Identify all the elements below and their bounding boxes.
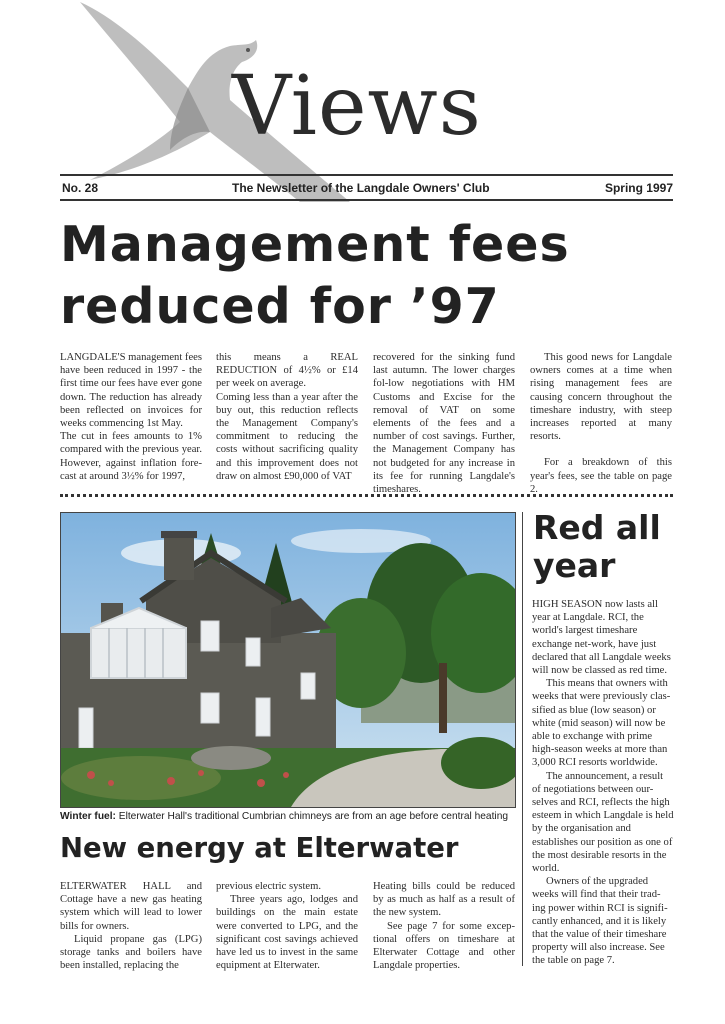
paragraph: Owners of the upgraded weeks will find that their trad-ing power within RCI is signifi-cantly enhanced, and it is likely that the value of their timeshare property will also increase. See the table on page 7. [532,876,668,967]
photo-caption [60,810,520,824]
paragraph: This means that owners with weeks that were previously clas-sified as blue (low season) or white (mid season) will now be able to exchange with prime high-season weeks at more than 3,000 RCI resorts worldwide. [532,678,671,769]
column-divider [522,512,523,966]
paragraph: This good news for Langdale owners comes at a time when rising management fees are causing concern throughout the timeshare industry, with steep increases reported at many resorts. [530,352,672,443]
paragraph: Heating bills could be reduced by as much as half as a result of the new system. [373,881,515,919]
paragraph: recovered for the sinking fund last autumn. The lower charges fol-low negotiations with HM Customs and Excise for the removal of VAT on some elements of the fees and a number of cost savings. Further, the Management Company has not budgeted for any increase in its fee for running Langdale's timeshares. [373,352,515,496]
sidebar-headline: Red all year [533,508,661,585]
paragraph: LANGDALE'S management fees have been reduced in 1997 - the first time our fees have ever gone down. The reduction has already been reflected on invoices for weeks commencing 1st May. [60,352,202,430]
paragraph: See page 7 for some excep-tional offers on timeshare at Elterwater Cottage and other Langdale properties. [373,920,515,972]
paragraph: ELTERWATER HALL and Cottage have a new gas heating system which will lead to lower bills for owners. [60,881,202,932]
paragraph: Coming less than a year after the buy out, this reduction reflects the Management Company's commitment to reducing the costs without sacrificing quality and this improvement does not draw on almost £90,000 of VAT [216,391,358,482]
paragraph: previous electric system. [216,881,322,892]
paragraph: Liquid propane gas (LPG) storage tanks and boilers have been installed, replacing the [60,933,202,972]
lead-article-column-2 [216,351,358,483]
lead-article-column-1 [60,351,202,483]
newsletter-tagline: The Newsletter of the Langdale Owners' Club [232,181,490,195]
masthead-rule-bottom [60,199,673,201]
second-article-column-1 [60,880,202,972]
paragraph: For a breakdown of this year's fees, see the table on page 2. [530,457,672,495]
caption-text: Elterwater Hall's traditional Cumbrian chimneys are from an age before central heating [115,811,509,822]
sidebar-article-body [532,598,674,968]
paragraph: HIGH SEASON now lasts all year at Langdale. RCI, the world's largest timeshare exchange net-work, have just declared that all Langdale weeks will now be classed as red time. [532,599,671,677]
lead-headline-line2: reduced for ’97 [60,278,500,335]
issue-date: Spring 1997 [604,181,673,195]
lead-headline [60,214,700,338]
second-article-column-3 [373,880,515,972]
masthead-rule-top [60,174,673,176]
masthead-title: Views [232,59,482,154]
elterwater-hall-photo [60,512,516,808]
issue-number: No. 28 [62,181,99,195]
paragraph: The announcement, a result of negotiations between our-selves and RCI, reflects the high esteem in which Langdale is held by the organisation and establishes our position as one of the most desirable resorts in the world. [532,770,674,875]
paragraph: The cut in fees amounts to 1% compared with the previous year. However, against inflation fore-cast at around 3½% for 1997, [60,431,202,482]
house-scene-image [61,513,515,807]
second-headline: New energy at Elterwater [60,832,459,864]
lead-headline-line1: Management fees [60,216,570,273]
second-article-column-2 [216,880,358,972]
lead-article-column-3 [373,351,515,496]
section-divider-dotted [60,494,673,497]
paragraph: Three years ago, lodges and buildings on the main estate were converted to LPG, and the significant cost savings achieved have led us to invest in the same equipment at Elterwater. [216,894,358,972]
paragraph: this means a REAL REDUCTION of 4½% or £14 per week on average. [216,352,358,390]
caption-label: Winter fuel: [60,811,116,822]
lead-article-column-4 [530,351,672,496]
